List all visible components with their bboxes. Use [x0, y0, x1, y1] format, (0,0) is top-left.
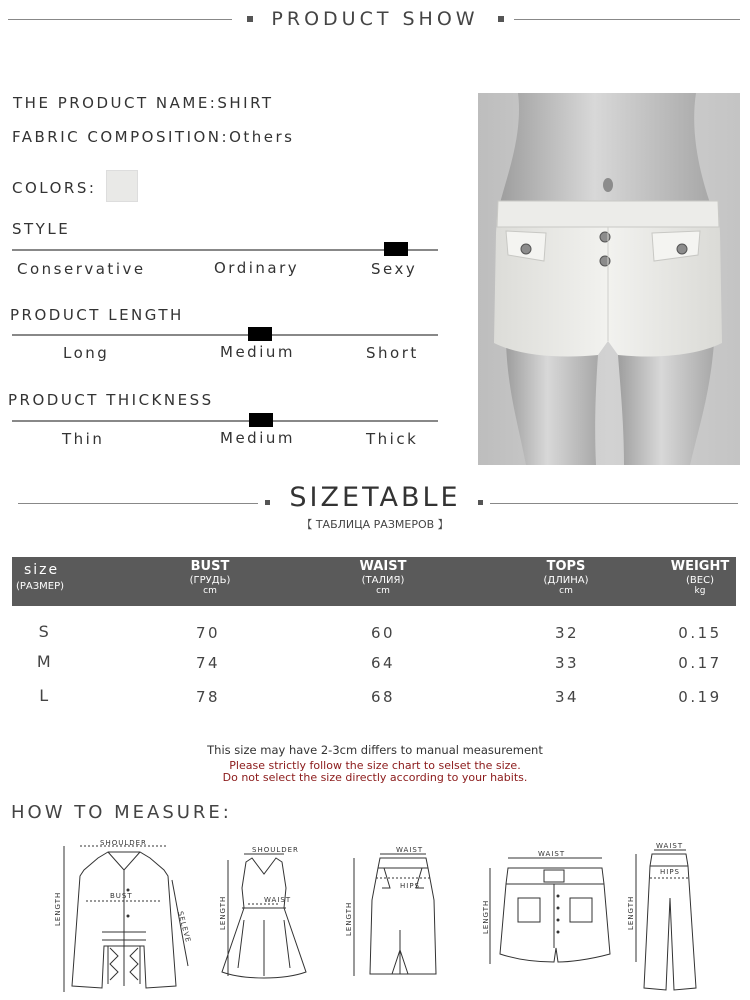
sizetable-dot-right: [478, 500, 483, 505]
cell-tops: 33: [554, 654, 580, 672]
style-option-sexy: Sexy: [371, 260, 418, 278]
cell-size: M: [36, 652, 54, 671]
dress-measure-diagram: [214, 840, 314, 982]
sizetable-rule-right: [490, 503, 738, 504]
style-scale-line: [12, 249, 438, 251]
style-heading: STYLE: [12, 220, 71, 238]
length-selected-marker: [248, 327, 272, 341]
jacket-measure-diagram: [48, 836, 198, 998]
cell-waist: 64: [370, 654, 396, 672]
col-bust: BUST (ГРУДЬ) cm: [189, 559, 231, 597]
trousers-measure-diagram: [620, 838, 710, 998]
label-waist: WAIST: [538, 850, 566, 858]
label-waist: WAIST: [656, 842, 684, 850]
thickness-option-thin: Thin: [62, 430, 105, 448]
note-measurement: This size may have 2-3cm differs to manual measurement: [207, 743, 543, 757]
sizetable-subtitle: 【 ТАБЛИЦА РАЗМЕРОВ 】: [301, 518, 449, 531]
length-scale-line: [12, 334, 438, 336]
cell-waist: 68: [370, 688, 396, 706]
cell-bust: 70: [195, 624, 221, 642]
color-swatch-white[interactable]: [106, 170, 138, 202]
col-waist: WAIST (ТАЛИЯ) cm: [359, 559, 407, 597]
thickness-scale-line: [12, 420, 438, 422]
fabric-composition: FABRIC COMPOSITION:Others: [12, 128, 295, 146]
skirt-measure-diagram: [340, 840, 450, 982]
length-option-short: Short: [366, 344, 419, 362]
product-name: THE PRODUCT NAME:SHIRT: [13, 94, 274, 112]
colors-label: COLORS:: [12, 179, 97, 197]
note-habits: Do not select the size directly according to your habits.: [222, 771, 528, 784]
thickness-heading: PRODUCT THICKNESS: [8, 391, 214, 409]
label-length: LENGTH: [345, 901, 353, 936]
col-size: size (РАЗМЕР): [16, 562, 65, 593]
length-heading: PRODUCT LENGTH: [10, 306, 184, 324]
shorts-measure-diagram: [478, 844, 618, 974]
label-length: LENGTH: [219, 895, 227, 930]
header-rule-right: [514, 19, 740, 20]
label-length: LENGTH: [627, 895, 635, 930]
cell-weight: 0.15: [678, 624, 722, 642]
label-hips: HIPS: [400, 882, 420, 890]
cell-waist: 60: [370, 624, 396, 642]
label-length: LENGTH: [54, 891, 62, 926]
length-option-medium: Medium: [220, 343, 295, 361]
cell-tops: 34: [554, 688, 580, 706]
cell-bust: 78: [195, 688, 221, 706]
label-shoulder: SHOULDER: [100, 839, 147, 847]
style-selected-marker: [384, 242, 408, 256]
page-title: PRODUCT SHOW: [271, 8, 479, 30]
sizetable-title: SIZETABLE: [289, 482, 461, 513]
cell-size: S: [38, 622, 52, 641]
cell-bust: 74: [195, 654, 221, 672]
style-option-ordinary: Ordinary: [214, 259, 300, 277]
label-bust: BUST: [110, 892, 133, 900]
style-option-conservative: Conservative: [17, 260, 146, 278]
how-to-measure-heading: HOW TO MEASURE:: [11, 802, 232, 823]
thickness-option-medium: Medium: [220, 429, 295, 447]
length-option-long: Long: [63, 344, 110, 362]
label-shoulder: SHOULDER: [252, 846, 299, 854]
note-follow-chart: Please strictly follow the size chart to selset the size.: [229, 759, 521, 772]
product-photo: [478, 93, 740, 465]
thickness-selected-marker: [249, 413, 273, 427]
cell-tops: 32: [554, 624, 580, 642]
cell-weight: 0.19: [678, 688, 722, 706]
label-waist: WAIST: [396, 846, 424, 854]
size-table-header: [12, 557, 736, 606]
label-length: LENGTH: [482, 899, 490, 934]
col-tops: TOPS (ДЛИНА) cm: [543, 559, 589, 597]
label-waist: WAIST: [264, 896, 292, 904]
label-hips: HIPS: [660, 868, 680, 876]
col-weight: WEIGHT (ВЕС) kg: [670, 559, 730, 597]
cell-size: L: [39, 686, 51, 705]
cell-weight: 0.17: [678, 654, 722, 672]
thickness-option-thick: Thick: [366, 430, 419, 448]
header-dot-right: [498, 16, 504, 22]
label-selve: SELEVE: [176, 910, 193, 944]
